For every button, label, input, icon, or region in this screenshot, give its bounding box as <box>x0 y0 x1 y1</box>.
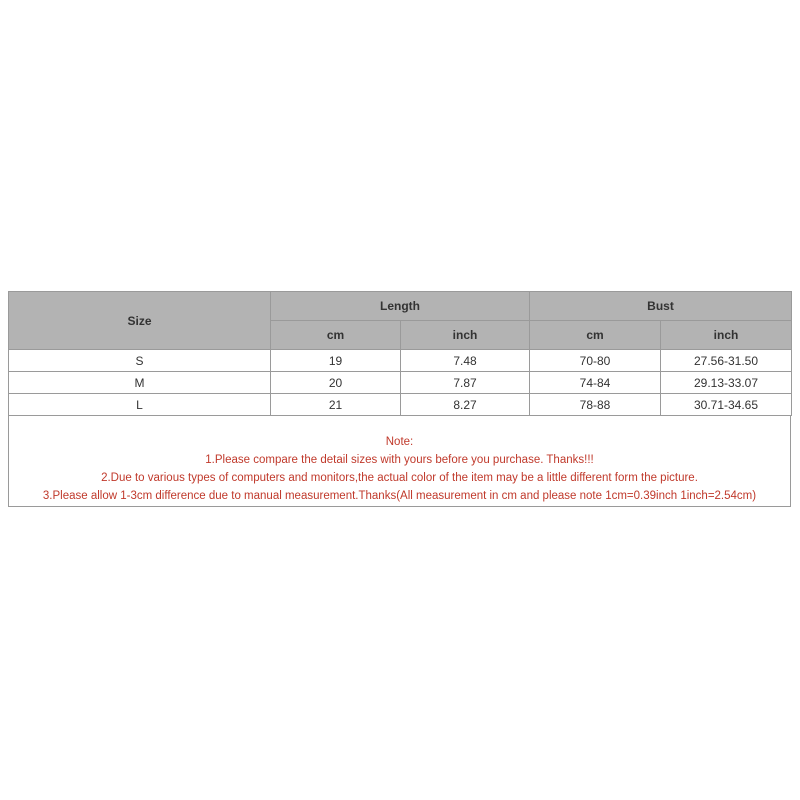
bust-inch-cell: 30.71-34.65 <box>661 394 792 416</box>
bust-inch-cell: 29.13-33.07 <box>661 372 792 394</box>
note-title: Note: <box>385 436 414 448</box>
bust-cm-cell: 70-80 <box>530 350 661 372</box>
length-inch-cell: 7.87 <box>401 372 530 394</box>
header-row-groups <box>9 292 792 321</box>
note-line-1: 1.Please compare the detail sizes with yours before you purchase. Thanks!!! <box>205 454 594 466</box>
table-row <box>9 372 792 394</box>
bust-cm-cell: 78-88 <box>530 394 661 416</box>
bust-cm-header: cm <box>530 321 661 350</box>
length-inch-cell: 7.48 <box>401 350 530 372</box>
size-table <box>8 291 792 416</box>
note-line-3: 3.Please allow 1-3cm difference due to manual measurement.Thanks(All measurement in cm and please note 1cm=0.39inch 1inch=2.54cm) <box>42 490 757 502</box>
length-cm-cell: 19 <box>271 350 401 372</box>
table-row <box>9 350 792 372</box>
length-cm-cell: 21 <box>271 394 401 416</box>
table-row <box>9 394 792 416</box>
note-line-2: 2.Due to various types of computers and monitors,the actual color of the item may be a little different form the picture. <box>101 472 698 484</box>
bust-inch-cell: 27.56-31.50 <box>661 350 792 372</box>
size-chart <box>8 291 791 507</box>
size-header: Size <box>9 292 271 350</box>
bust-cm-cell: 74-84 <box>530 372 661 394</box>
bust-inch-header: inch <box>661 321 792 350</box>
length-cm-cell: 20 <box>271 372 401 394</box>
bust-header: Bust <box>530 292 792 321</box>
length-inch-header: inch <box>401 321 530 350</box>
length-header: Length <box>271 292 530 321</box>
size-cell: M <box>9 372 271 394</box>
length-inch-cell: 8.27 <box>401 394 530 416</box>
size-cell: S <box>9 350 271 372</box>
notes-box <box>8 416 791 507</box>
size-cell: L <box>9 394 271 416</box>
length-cm-header: cm <box>271 321 401 350</box>
